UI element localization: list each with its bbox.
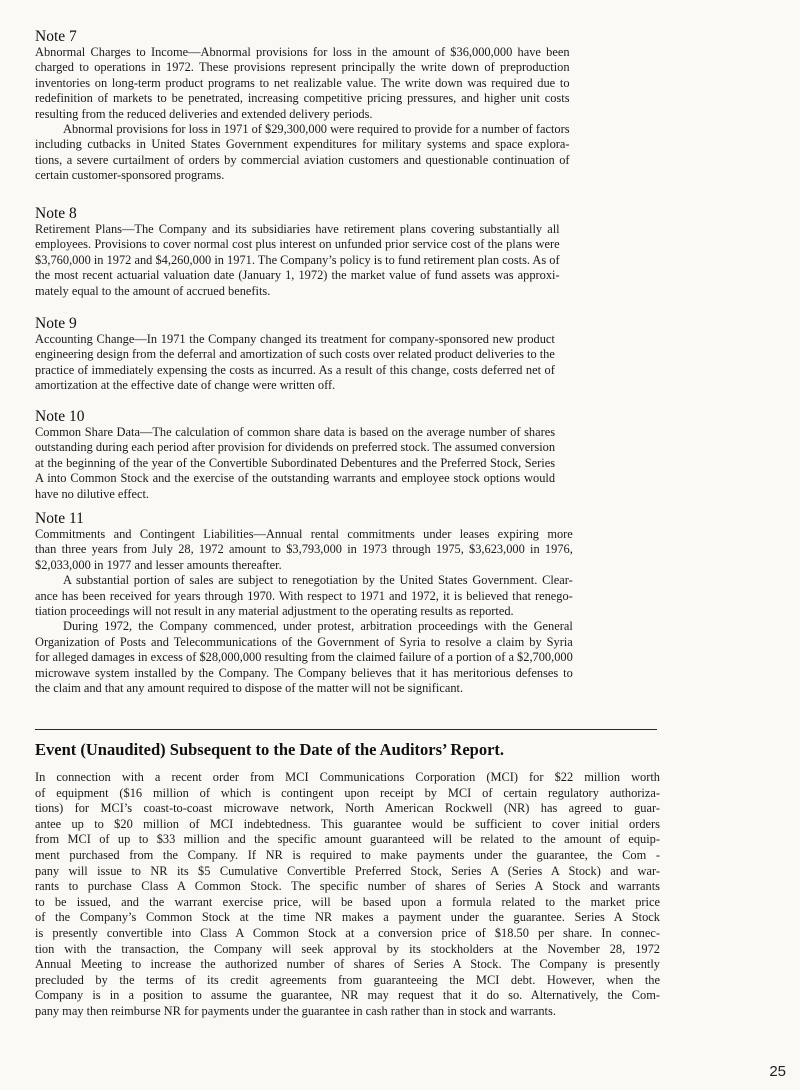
text-line: ment purchased from the Company. If NR is required to make payments under the guarantee, the Com - [35,847,660,862]
text-line: antee up to $20 million of MCI indebtedness. This guarantee would be sufficient to cover initial orders [35,816,660,831]
text-line: the claim and that any amount required to dispose of the matter will not be significant. [35,681,464,696]
text-line: redefinition of markets to be penetrated, increasing competitive pricing pressures, and higher unit costs [35,91,570,106]
event-paragraph [35,770,660,1020]
text-line: to be issued, and the warrant exercise price, will be based upon a formula related to the market price [35,894,660,909]
text-line: inventories on long-term product programs to net realizable value. The write down was required due to [35,75,570,90]
text-line: In connection with a recent order from MCI Communications Corporation (MCI) for $22 million worth [35,770,660,784]
text-line: of the Company’s Common Stock at the time NR makes a payment under the guarantee. Series A Stock [35,910,660,925]
page-number: 25 [769,1063,786,1080]
text-line: resulting from the reduced deliveries and extended delivery periods. [35,106,373,121]
text-line: ance has been received for years through 1970. With respect to 1971 and 1972, it is believed that renego- [35,588,573,603]
text-line: employees. Provisions to cover normal cost plus interest on unfunded prior service cost of the plans were [35,237,560,252]
text-line: Accounting Change—In 1971 the Company changed its treatment for company-sponsored new product [35,332,555,346]
note-7 [35,28,570,184]
text-line: have no dilutive effect. [35,486,149,501]
note-8 [35,205,560,299]
note-paragraph [35,425,555,502]
text-line: Abnormal provisions for loss in 1971 of $29,300,000 were required to provide for a number of factors [63,122,570,137]
text-line: is presently convertible into Class A Common Stock at a conversion price of $18.50 per share. In connec- [35,925,660,940]
text-line: Retirement Plans—The Company and its subsidiaries have retirement plans covering substantially all [35,222,560,236]
text-line: pany may then reimburse NR for payments under the guarantee in cash rather than in stock and warrants. [35,1003,556,1018]
note-paragraph [35,45,570,122]
text-line: practice of immediately expensing the costs as incurred. As a result of this change, costs deferred net of [35,362,555,377]
event-title: Event (Unaudited) Subsequent to the Date of the Auditors’ Report. [35,740,505,759]
text-line: mately equal to the amount of accrued benefits. [35,283,271,298]
text-line: precluded by the terms of its credit agreements from guaranteeing the MCI debt. However, when the [35,972,660,987]
text-line: for alleged damages in excess of $28,000,000 resulting from the claimed failure of a portion of a $2,700,000 [35,650,573,665]
text-line: Commitments and Contingent Liabilities—Annual rental commitments under leases expiring more [35,527,573,541]
text-line: engineering design from the deferral and amortization of such costs over related product deliveries to the [35,347,555,362]
note-title: Note 11 [35,510,84,527]
text-line: A into Common Stock and the exercise of the outstanding warrants and employee stock options would [35,471,556,486]
text-line: certain customer-sponsored programs. [35,168,225,183]
text-line: Common Share Data—The calculation of common share data is based on the average number of shares [35,425,556,439]
text-line: including cutbacks in United States Government expenditures for military systems and space explora- [35,137,570,152]
text-line: outstanding during each period after provision for dividends on preferred stock. The assumed conversion [35,440,556,455]
text-line: rants to purchase Class A Common Stock. The specific number of shares of Series A Stock and warrants [35,879,660,894]
note-paragraph [35,122,570,184]
text-line: charged to operations in 1972. These provisions represent principally the write down of preproduction [35,60,570,75]
text-line: During 1972, the Company commenced, under protest, arbitration proceedings with the General [63,619,573,634]
note-title: Note 8 [35,205,77,222]
text-line: tions) for MCI’s coast-to-coast microwave network, North American Rockwell (NR) has agreed to guar- [35,801,660,816]
section-divider [35,729,657,730]
text-line: Abnormal Charges to Income—Abnormal provisions for loss in the amount of $36,000,000 have been [35,45,570,59]
note-paragraph [35,619,573,696]
text-line: than three years from July 28, 1972 amount to $3,793,000 in 1973 through 1975, $3,623,000 in 1976, [35,542,573,557]
text-line: from MCI of up to $33 million and the specific amount guaranteed will be related to the amount of equip- [35,832,660,847]
note-9 [35,315,555,394]
text-line: microwave system installed by the Company. The Company believes that it has meritorious defenses to [35,665,573,680]
note-paragraph [35,527,573,573]
text-line: A substantial portion of sales are subject to renegotiation by the United States Government. Clear- [63,573,573,588]
text-line: $3,760,000 in 1972 and $4,260,000 in 1971. The Company’s policy is to fund retirement plan costs. As of [35,252,560,267]
text-line: of equipment ($16 million of which is contingent upon receipt by MCI of certain regulatory authoriza- [35,785,660,800]
text-line: at the beginning of the year of the Convertible Subordinated Debentures and the Preferred Stock, Series [35,455,556,470]
text-line: tions, a severe curtailment of orders by commercial aviation customers and questionable continuation of [35,152,570,167]
text-line: amortization at the effective date of change were written off. [35,378,336,393]
note-10 [35,408,555,502]
text-line: Company is in a position to assume the guarantee, NR may request that it do so. Alternatively, the Com- [35,988,660,1003]
subsequent-event-section [35,740,660,1020]
text-line: the most recent actuarial valuation date (January 1, 1972) the market value of fund assets was approxi- [35,268,560,283]
note-title: Note 10 [35,408,85,425]
note-paragraph [35,222,560,299]
note-title: Note 9 [35,315,77,332]
text-line: Annual Meeting to increase the authorized number of shares of Series A Stock. The Company is presently [35,957,660,972]
text-line: pany will issue to NR its $5 Cumulative Convertible Preferred Stock, Series A (Series A Stock) and war- [35,863,660,878]
text-line: Organization of Posts and Telecommunications of the Government of Syria to resolve a claim by Syria [35,634,573,649]
text-line: $2,033,000 in 1977 and lesser amounts thereafter. [35,557,282,572]
note-paragraph [35,332,555,394]
text-line: tiation proceedings will not result in any material adjustment to the operating results as reported. [35,604,514,619]
text-line: tion with the transaction, the Company will seek approval by its stockholders at the November 28, 1972 [35,941,660,956]
note-11 [35,510,573,696]
note-title: Note 7 [35,28,77,45]
note-paragraph [35,573,573,619]
